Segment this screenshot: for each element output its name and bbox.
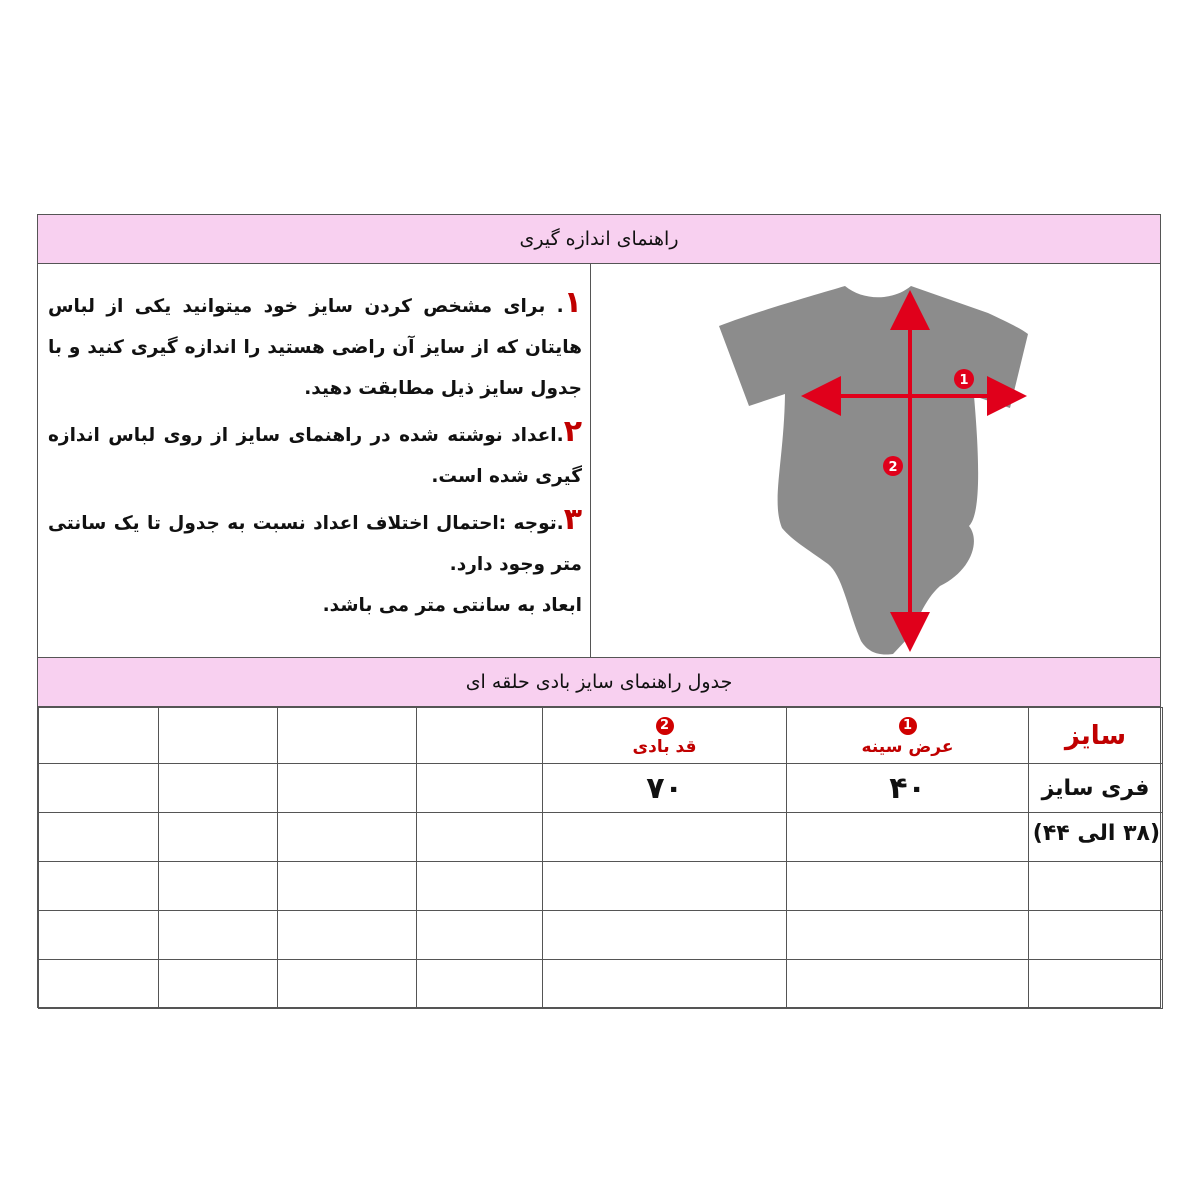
size-header-label: سایز — [1064, 720, 1127, 751]
length-value-cell — [543, 764, 787, 813]
chest-badge-icon: 1 — [899, 717, 917, 735]
length-header — [543, 708, 787, 764]
guide-divider — [590, 264, 591, 657]
table-title: جدول راهنمای سایز بادی حلقه ای — [465, 671, 733, 693]
size-header — [1029, 708, 1163, 764]
size-name-cell — [1029, 764, 1163, 813]
table-row — [39, 764, 1163, 813]
chest-header — [787, 708, 1029, 764]
table-header-row — [39, 708, 1163, 764]
table-row — [39, 960, 1163, 1009]
note-1-text: . برای مشخص کردن سایز خود میتوانید یکی از لباس هایتان که از سایز آن راضی هستید را اندازه گیری کنید و با جدول سایز ذیل مطابقت دهید. — [48, 296, 582, 399]
chest-value-cell — [787, 764, 1029, 813]
size-range: (۳۸ الی ۴۴) — [1032, 821, 1160, 846]
table-row — [39, 911, 1163, 960]
note-3-text: .توجه :احتمال اختلاف اعداد نسبت به جدول تا یک سانتی متر وجود دارد. — [48, 513, 582, 575]
table-title-band — [38, 657, 1160, 707]
note-2-number: ۲ — [563, 414, 582, 449]
length-value: ۷۰ — [646, 770, 683, 806]
guide-title-band — [38, 215, 1160, 264]
size-guide-sheet — [37, 214, 1161, 1008]
note-2 — [48, 411, 582, 497]
table-row — [39, 813, 1163, 862]
guide-title: راهنمای اندازه گیری — [519, 228, 679, 250]
note-3 — [48, 499, 582, 585]
length-header-label: قد بادی — [632, 737, 697, 757]
note-1 — [48, 282, 582, 409]
note-3-number: ۳ — [563, 502, 582, 537]
units-note: ابعاد به سانتی متر می باشد. — [322, 595, 582, 616]
note-1-number: ۱ — [563, 285, 582, 320]
measurement-notes — [48, 282, 582, 628]
table-row — [39, 862, 1163, 911]
bodysuit-figure — [698, 276, 1118, 660]
guide-section — [38, 264, 1160, 657]
bodysuit-shape — [719, 286, 1028, 654]
marker-1-label: 1 — [959, 373, 969, 388]
note-2-text: .اعداد نوشته شده در راهنمای سایز از روی لباس اندازه گیری شده است. — [48, 425, 582, 487]
size-range-cell — [1029, 813, 1163, 862]
size-name: فری سایز — [1041, 775, 1150, 801]
chest-header-label: عرض سینه — [861, 737, 954, 757]
bodysuit-illustration — [698, 276, 1118, 656]
chest-value: ۴۰ — [889, 770, 926, 806]
marker-2-label: 2 — [888, 460, 898, 475]
length-badge-icon: 2 — [656, 717, 674, 735]
size-table — [38, 707, 1163, 1009]
